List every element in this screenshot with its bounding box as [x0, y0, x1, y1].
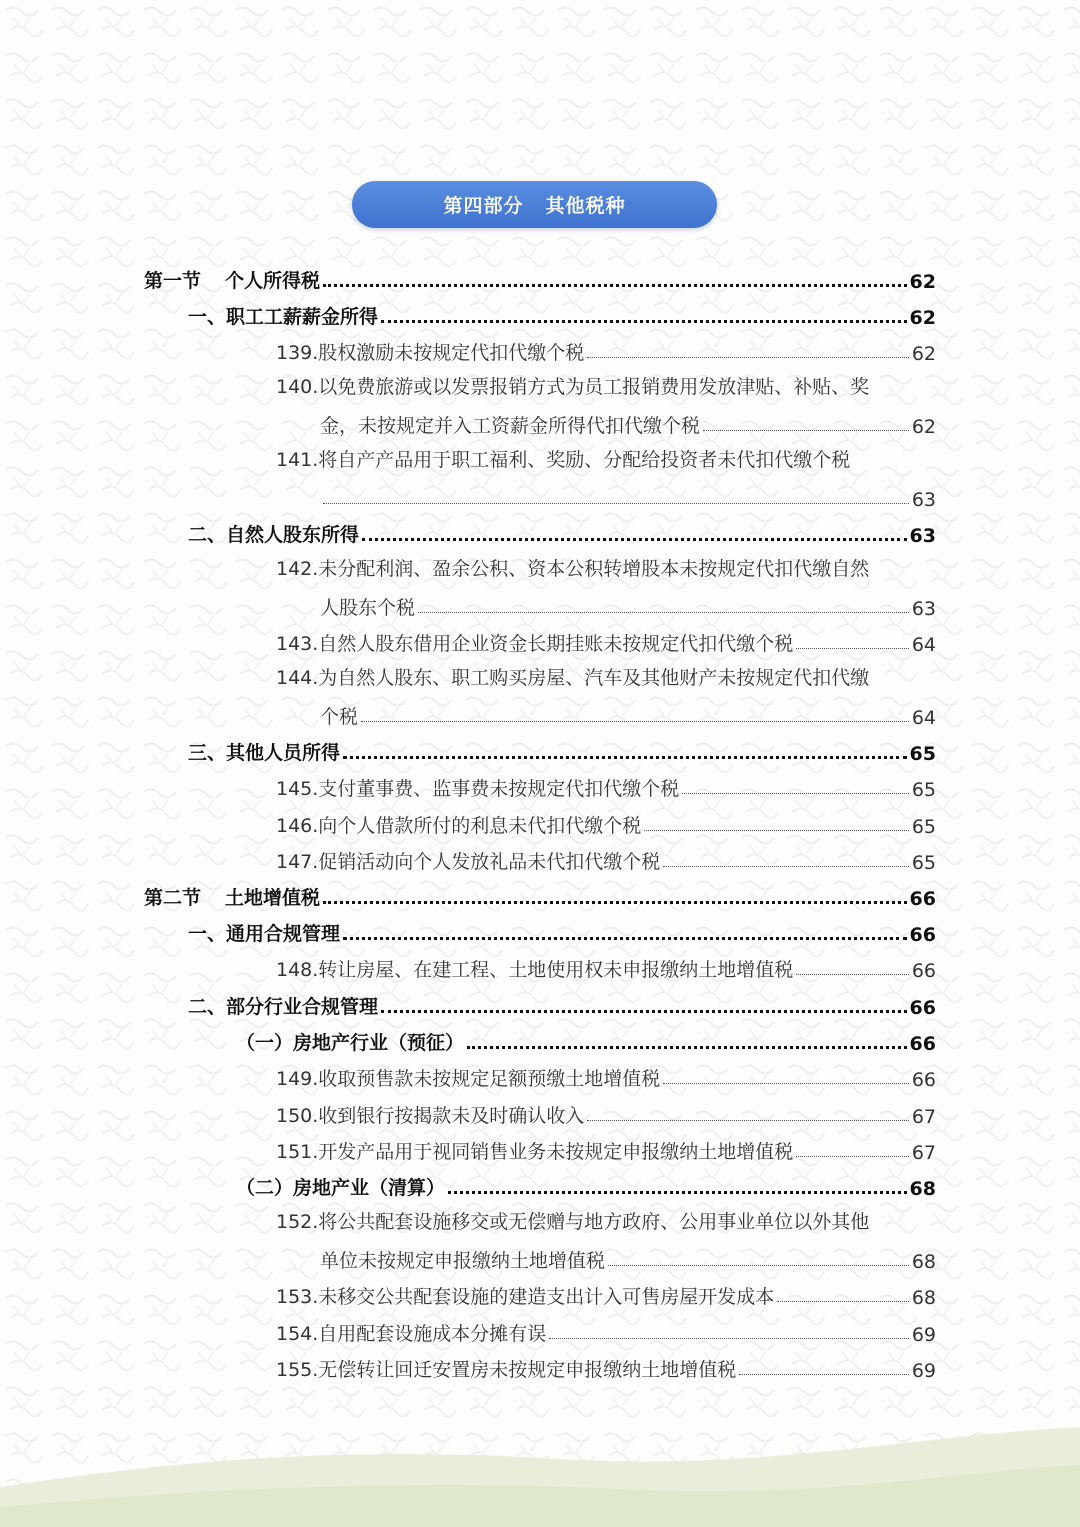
dot-leader: [362, 538, 907, 541]
toc-item[interactable]: [276, 1098, 936, 1128]
dot-leader: [549, 1338, 909, 1339]
page-number: 65: [911, 816, 936, 838]
dot-leader: [448, 1191, 907, 1194]
section-title: 土地增值税: [225, 887, 321, 909]
dot-leader: [663, 866, 909, 867]
toc-item-line1[interactable]: 141.将自产产品用于职工福利、奖励、分配给投资者未代扣代缴个税: [276, 449, 851, 471]
page-number: 68: [911, 1251, 936, 1273]
dot-leader: [323, 503, 909, 504]
toc-item[interactable]: [320, 699, 936, 729]
page-number: 66: [911, 1069, 936, 1091]
item-title: 150.收到银行按揭款未及时确认收入: [276, 1105, 585, 1127]
dot-leader: [663, 1083, 909, 1084]
toc-item[interactable]: [276, 771, 936, 801]
page-number: 64: [911, 707, 936, 729]
page-number: 66: [909, 924, 936, 946]
toc-item[interactable]: [276, 1134, 936, 1164]
dot-leader: [796, 1156, 909, 1157]
toc-section-2[interactable]: [144, 880, 936, 910]
page-number: 66: [909, 997, 936, 1019]
dot-leader: [381, 320, 907, 323]
page-number: 65: [909, 743, 936, 765]
section-title: 个人所得税: [225, 270, 321, 292]
dot-leader: [343, 937, 907, 940]
page-number: 68: [909, 1178, 936, 1200]
toc-section-1[interactable]: [144, 263, 936, 293]
toc-item[interactable]: [276, 1352, 936, 1382]
page-number: 62: [911, 416, 936, 438]
page-number: 69: [911, 1324, 936, 1346]
item-title: 148.转让房屋、在建工程、土地使用权未申报缴纳土地增值税: [276, 959, 794, 981]
item-title-cont: 金，未按规定并入工资薪金所得代扣代缴个税: [320, 415, 701, 437]
toc-item-line1[interactable]: 144.为自然人股东、职工购买房屋、汽车及其他财产未按规定代扣代缴: [276, 667, 870, 689]
page-number: 67: [911, 1106, 936, 1128]
toc-item[interactable]: [276, 1061, 936, 1091]
toc-subheading[interactable]: [236, 1025, 936, 1055]
dot-leader: [418, 612, 909, 613]
page-number: 62: [911, 343, 936, 365]
dot-leader: [323, 284, 907, 287]
dot-leader: [796, 648, 909, 649]
item-title: 155.无偿转让回迁安置房未按规定申报缴纳土地增值税: [276, 1359, 737, 1381]
dot-leader: [587, 357, 909, 358]
page-number: 68: [911, 1287, 936, 1309]
toc-heading[interactable]: [188, 735, 936, 765]
toc-item[interactable]: [276, 952, 936, 982]
toc-item[interactable]: [320, 481, 936, 511]
toc-item[interactable]: [320, 1243, 936, 1273]
toc-item[interactable]: [276, 1279, 936, 1309]
heading-title: 二、自然人股东所得: [188, 524, 360, 546]
part-number: 第四部分: [443, 195, 524, 217]
dot-leader: [796, 974, 909, 975]
item-title: 153.未移交公共配套设施的建造支出计入可售房屋开发成本: [276, 1286, 775, 1308]
item-title: 143.自然人股东借用企业资金长期挂账未按规定代扣代缴个税: [276, 633, 794, 655]
heading-title: 一、职工工薪薪金所得: [188, 306, 379, 328]
toc-item[interactable]: [320, 590, 936, 620]
page-number: 62: [909, 307, 936, 329]
item-title: 145.支付董事费、监事费未按规定代扣代缴个税: [276, 778, 680, 800]
item-title: 139.股权激励未按规定代扣代缴个税: [276, 342, 585, 364]
page-number: 65: [911, 779, 936, 801]
page-number: 63: [911, 598, 936, 620]
part-name: 其他税种: [545, 195, 626, 217]
dot-leader: [467, 1046, 907, 1049]
part-title-banner: [352, 181, 717, 228]
toc-item-line1[interactable]: 152.将公共配套设施移交或无偿赠与地方政府、公用事业单位以外其他: [276, 1211, 870, 1233]
toc-item[interactable]: [276, 844, 936, 874]
background-wave: [0, 1417, 1080, 1527]
item-title: 149.收取预售款未按规定足额预缴土地增值税: [276, 1068, 661, 1090]
item-title: 154.自用配套设施成本分摊有误: [276, 1323, 547, 1345]
item-title: 146.向个人借款所付的利息未代扣代缴个税: [276, 815, 642, 837]
page-number: 69: [911, 1360, 936, 1382]
item-title: 151.开发产品用于视同销售业务未按规定申报缴纳土地增值税: [276, 1141, 794, 1163]
page-number: 63: [909, 525, 936, 547]
page-number: 66: [909, 1033, 936, 1055]
dot-leader: [361, 721, 909, 722]
item-title-cont: 单位未按规定申报缴纳土地增值税: [320, 1250, 606, 1272]
dot-leader: [343, 756, 907, 759]
toc-heading[interactable]: [188, 916, 936, 946]
subheading-title: （一）房地产行业（预征）: [236, 1032, 465, 1054]
dot-leader: [381, 1010, 907, 1013]
toc-item[interactable]: [276, 808, 936, 838]
toc-item-line1[interactable]: 142.未分配利润、盈余公积、资本公积转增股本未按规定代扣代缴自然: [276, 558, 870, 580]
page-number: 65: [911, 852, 936, 874]
toc-item[interactable]: [276, 1316, 936, 1346]
toc-heading[interactable]: [188, 517, 936, 547]
dot-leader: [777, 1301, 909, 1302]
toc-item[interactable]: [276, 626, 936, 656]
dot-leader: [703, 430, 909, 431]
page-number: 67: [911, 1142, 936, 1164]
page-number: 62: [909, 271, 936, 293]
toc-item[interactable]: [320, 408, 936, 438]
toc-heading[interactable]: [188, 989, 936, 1019]
dot-leader: [608, 1265, 909, 1266]
toc-subheading[interactable]: [236, 1170, 936, 1200]
dot-leader: [739, 1374, 909, 1375]
toc-item[interactable]: [276, 335, 936, 365]
section-label: 第二节: [144, 887, 202, 909]
dot-leader: [323, 901, 907, 904]
page-number: 66: [909, 888, 936, 910]
item-title-cont: 个税: [320, 706, 359, 728]
dot-leader: [587, 1120, 909, 1121]
dot-leader: [644, 830, 909, 831]
page-number: 66: [911, 960, 936, 982]
toc-item-line1[interactable]: 140.以免费旅游或以发票报销方式为员工报销费用发放津贴、补贴、奖: [276, 376, 870, 398]
item-title-cont: 人股东个税: [320, 597, 416, 619]
heading-title: 三、其他人员所得: [188, 742, 341, 764]
section-label: 第一节: [144, 270, 202, 292]
page-number: 64: [911, 634, 936, 656]
toc-heading[interactable]: [188, 299, 936, 329]
subheading-title: （二）房地产业（清算）: [236, 1177, 446, 1199]
page-number: 63: [911, 489, 936, 511]
dot-leader: [682, 793, 909, 794]
item-title: 147.促销活动向个人发放礼品未代扣代缴个税: [276, 851, 661, 873]
heading-title: 二、部分行业合规管理: [188, 996, 379, 1018]
heading-title: 一、通用合规管理: [188, 923, 341, 945]
